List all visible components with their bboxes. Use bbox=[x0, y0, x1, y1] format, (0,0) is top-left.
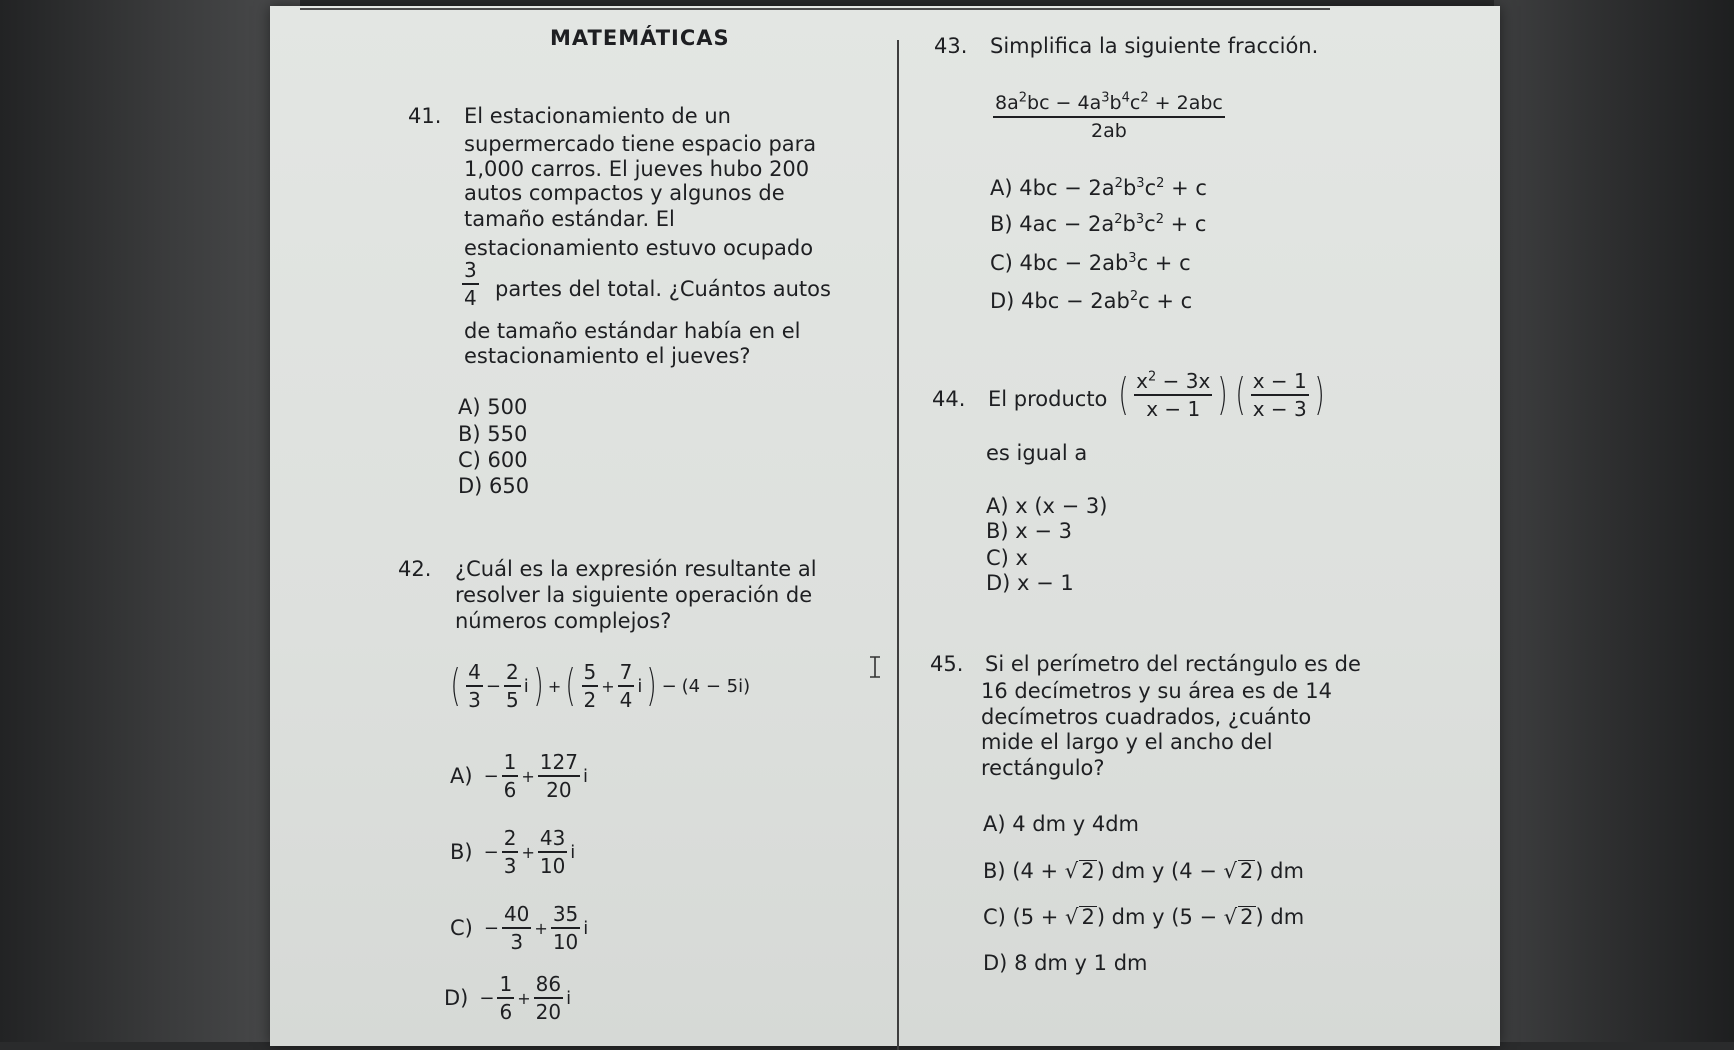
q42-option-b[interactable]: B) − $\frac{2}{3}$ + $\frac{43}{10}$ i bbox=[450, 826, 576, 878]
q43-fraction-numerator: $8a^2bc - 4a^3b^4c^2 + 2abc$ bbox=[993, 91, 1225, 118]
q45-option-d[interactable]: D) 8 dm y 1 dm bbox=[983, 951, 1148, 975]
top-rule bbox=[300, 8, 1330, 10]
q44-prompt-continuation: es igual a bbox=[986, 441, 1088, 465]
q43-fraction bbox=[993, 91, 1225, 143]
q42-option-d[interactable]: D) − $\frac{1}{6}$ + $\frac{86}{20}$ i bbox=[444, 972, 572, 1024]
background-right bbox=[1494, 0, 1734, 1042]
q41-line: partes del total. ¿Cuántos autos bbox=[495, 277, 831, 301]
q42-fraction: $\frac{2}{5}$ bbox=[506, 660, 519, 712]
q41-option-a[interactable]: A) 500 bbox=[458, 395, 528, 419]
q45-line: Si el perímetro del rectángulo es de bbox=[985, 652, 1361, 676]
q42-number: 42. bbox=[398, 557, 432, 581]
q41-line: tamaño estándar. El bbox=[464, 207, 675, 231]
q41-line: El estacionamiento de un bbox=[464, 104, 731, 128]
text-cursor-icon bbox=[868, 656, 882, 678]
q42-line: ¿Cuál es la expresión resultante al bbox=[455, 557, 817, 581]
q45-line: rectángulo? bbox=[981, 756, 1105, 780]
exam-sheet bbox=[270, 6, 1500, 1046]
q45-line: 16 decímetros y su área es de 14 bbox=[981, 679, 1332, 703]
q43-fraction-denominator: 2ab bbox=[1091, 120, 1127, 142]
q44-option-c[interactable]: C) x bbox=[986, 546, 1028, 570]
q44-fraction: $\frac{x^2 - 3x}{x - 1}$ bbox=[1136, 369, 1211, 421]
q42-option-a[interactable]: A) − $\frac{1}{6}$ + $\frac{127}{20}$ i bbox=[450, 750, 588, 802]
page-title: MATEMÁTICAS bbox=[550, 26, 730, 50]
q44-option-a[interactable]: A) x (x − 3) bbox=[986, 494, 1108, 518]
q44-prompt: El producto bbox=[988, 387, 1108, 411]
q41-line: estacionamiento estuvo ocupado bbox=[464, 236, 814, 260]
q41-line: estacionamiento el jueves? bbox=[464, 344, 751, 368]
q42-fraction: $\frac{4}{3}$ bbox=[468, 660, 481, 712]
q45-option-b[interactable]: B) (4 + √ 2) dm y (4 − √ 2) dm bbox=[983, 859, 1304, 883]
q45-line: mide el largo y el ancho del bbox=[981, 730, 1273, 754]
q43-option-b[interactable]: B) $4ac - 2a^2b^3c^2 + c$ bbox=[990, 212, 1207, 236]
q43-option-d[interactable]: D) $4bc - 2ab^2c + c$ bbox=[990, 289, 1193, 313]
q41-line: supermercado tiene espacio para bbox=[464, 132, 817, 156]
q41-option-c[interactable]: C) 600 bbox=[458, 448, 528, 472]
q41-line: autos compactos y algunos de bbox=[464, 181, 785, 205]
q45-option-a[interactable]: A) 4 dm y 4dm bbox=[983, 812, 1139, 836]
q41-option-b[interactable]: B) 550 bbox=[458, 422, 528, 446]
q45-number: 45. bbox=[930, 652, 964, 676]
q41-fraction-numerator: 3 bbox=[462, 258, 479, 285]
q43-option-a[interactable]: A) $4bc - 2a^2b^3c^2 + c$ bbox=[990, 176, 1207, 200]
q42-line: resolver la siguiente operación de bbox=[455, 583, 813, 607]
q42-option-c[interactable]: C) − $\frac{40}{3}$ + $\frac{35}{10}$ i bbox=[450, 902, 589, 954]
q42-line: números complejos? bbox=[455, 609, 672, 633]
q43-option-c[interactable]: C) $4bc - 2ab^3c + c$ bbox=[990, 251, 1191, 275]
q41-fraction-denominator: 4 bbox=[464, 286, 477, 310]
q44-number: 44. bbox=[932, 387, 966, 411]
q44-option-b[interactable]: B) x − 3 bbox=[986, 519, 1073, 543]
q42-expression: ( $\frac{4}{3}$ − $\frac{2}{5}$ i ) + ( $\frac{5}{2}$ + $\frac{7}{4}$ i ) − (4 − 5i) bbox=[450, 660, 751, 712]
q44-fraction: $\frac{x - 1}{x - 3}$ bbox=[1252, 369, 1307, 421]
q44-option-d[interactable]: D) x − 1 bbox=[986, 571, 1074, 595]
q43-number: 43. bbox=[934, 34, 968, 58]
q41-fraction bbox=[462, 258, 479, 310]
q41-line: de tamaño estándar había en el bbox=[464, 319, 801, 343]
q42-fraction: $\frac{5}{2}$ bbox=[583, 660, 597, 712]
q44-expression: ( $\frac{x^2 - 3x}{x - 1}$ ) ( $\frac{x - 1}{x - 3}$ ) bbox=[1118, 369, 1325, 421]
column-divider bbox=[897, 40, 899, 1050]
q41-line: 1,000 carros. El jueves hubo 200 bbox=[464, 157, 810, 181]
q43-prompt: Simplifica la siguiente fracción. bbox=[990, 34, 1319, 58]
q45-option-c[interactable]: C) (5 + √ 2) dm y (5 − √ 2) dm bbox=[983, 905, 1305, 929]
q41-number: 41. bbox=[408, 104, 442, 128]
q45-line: decímetros cuadrados, ¿cuánto bbox=[981, 705, 1312, 729]
background-left bbox=[0, 0, 300, 1042]
q41-option-d[interactable]: D) 650 bbox=[458, 474, 530, 498]
q42-fraction: $\frac{7}{4}$ bbox=[619, 660, 633, 712]
